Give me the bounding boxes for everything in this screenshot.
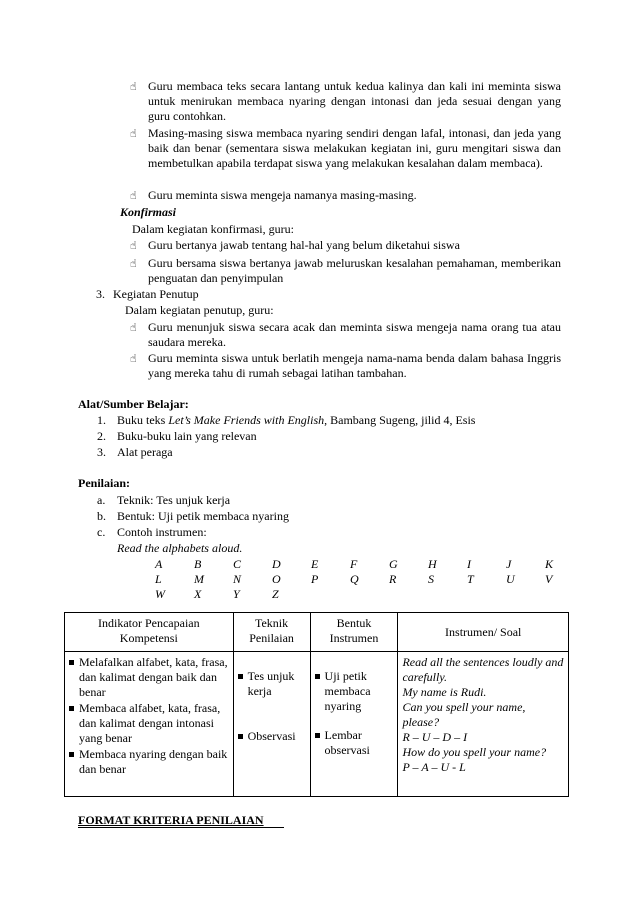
pointing-hand-icon: ☝: [130, 321, 137, 334]
table-header: Indikator Pencapaian Kompetensi: [65, 613, 234, 652]
penutup-item: Guru meminta siswa untuk berlatih mengeja nama-nama benda dalam bahasa Inggris yang mereka tahu di rumah sebagai latihan tambahan.: [148, 351, 561, 380]
bentuk-item: Lembar observasi: [324, 728, 370, 757]
list-number: 2.: [97, 429, 106, 443]
penutup-number: 3.: [96, 287, 105, 301]
konfirmasi-item: Guru bertanya jawab tentang hal-hal yang belum diketahui siswa: [148, 238, 460, 252]
soal-line: P – A – U - L: [402, 760, 466, 774]
alphabet-letter: X: [194, 587, 202, 601]
indikator-item: Melafalkan alfabet, kata, frasa, dan kalimat dengan baik dan benar: [79, 655, 228, 699]
step-item: Guru meminta siswa mengeja namanya masing-masing.: [148, 188, 417, 202]
instruction-text: Read the alphabets aloud.: [117, 541, 243, 555]
list-number: 1.: [97, 413, 106, 427]
indikator-cell: [65, 652, 234, 797]
soal-line: How do you spell your name?: [402, 745, 547, 759]
alphabet-letter: F: [350, 557, 358, 571]
alphabet-letter: N: [233, 572, 242, 586]
alphabet-letter: G: [389, 557, 398, 571]
alphabet-letter: A: [155, 557, 163, 571]
soal-line: My name is Rudi.: [402, 685, 487, 699]
alphabet-letter: D: [272, 557, 281, 571]
penutup-item: Guru menunjuk siswa secara acak dan meminta siswa mengeja nama orang tua atau saudara mereka.: [148, 320, 561, 349]
list-number: 3.: [97, 445, 106, 459]
teknik-cell: [233, 652, 310, 797]
penilaian-item: Bentuk: Uji petik membaca nyaring: [117, 509, 289, 523]
alat-item: Alat peraga: [117, 445, 173, 459]
alphabet-letter: Q: [350, 572, 359, 586]
list-letter: a.: [97, 493, 106, 507]
konfirmasi-item: Guru bersama siswa bertanya jawab meluruskan kesalahan pemahaman, memberikan penguatan dan penyimpulan: [148, 256, 561, 285]
penilaian-heading: Penilaian:: [78, 476, 131, 490]
alphabet-letter: V: [545, 572, 553, 586]
penutup-title: Kegiatan Penutup: [113, 287, 199, 301]
table-row: [65, 652, 569, 797]
alphabet-letter: P: [311, 572, 319, 586]
penutup-intro: Dalam kegiatan penutup, guru:: [125, 303, 274, 317]
alphabet-letter: R: [389, 572, 397, 586]
table-header: Teknik Penilaian: [233, 613, 310, 652]
step-item: Guru membaca teks secara lantang untuk kedua kalinya dan kali ini meminta siswa untuk menirukan membaca nyaring dengan intonasi dan jeda sesuai dengan yang guru contohkan.: [148, 79, 561, 123]
pointing-hand-icon: ☝: [130, 80, 137, 93]
assessment-table: [64, 612, 569, 797]
book-title: Let’s Make Friends with English: [168, 413, 325, 427]
teknik-item: Tes unjuk kerja: [247, 669, 295, 698]
penilaian-item: Teknik: Tes unjuk kerja: [117, 493, 231, 507]
list-letter: b.: [97, 509, 106, 523]
alphabet-letter: C: [233, 557, 242, 571]
alphabet-letter: Y: [233, 587, 240, 601]
alat-item: Buku teks Let’s Make Friends with English, Bambang Sugeng, jilid 4, Esis: [117, 413, 476, 427]
konfirmasi-title: Konfirmasi: [120, 205, 177, 219]
bentuk-item: Uji petik membaca nyaring: [324, 669, 371, 713]
table-header: Instrumen/ Soal: [398, 613, 569, 652]
soal-line: Can you spell your name, please?: [402, 700, 526, 729]
alphabet-letter: T: [467, 572, 474, 586]
bentuk-cell: [310, 652, 398, 797]
soal-line: Read all the sentences loudly and carefully.: [402, 655, 564, 684]
alphabet-letter: M: [194, 572, 204, 586]
alphabet-letter: L: [155, 572, 162, 586]
pointing-hand-icon: ☝: [130, 127, 137, 140]
indikator-item: Membaca nyaring dengan baik dan benar: [79, 747, 228, 776]
soal-line: R – U – D – I: [402, 730, 468, 744]
step-item: Masing-masing siswa membaca nyaring sendiri dengan lafal, intonasi, dan jeda yang baik dan benar (sementara siswa melakukan kegiatan ini, guru mengitari siswa dan membetulkan apabila terdapat siswa yang melakukan kesalahan dalam membaca).: [148, 126, 561, 170]
alphabet-letter: W: [155, 587, 165, 601]
pointing-hand-icon: ☝: [130, 257, 137, 270]
alphabet-letter: U: [506, 572, 515, 586]
table-header: Bentuk Instrumen: [310, 613, 398, 652]
list-letter: c.: [97, 525, 106, 539]
alphabet-letter: H: [428, 557, 437, 571]
alphabet-letter: Z: [272, 587, 279, 601]
alphabet-letter: E: [311, 557, 319, 571]
alphabet-letter: J: [506, 557, 512, 571]
teknik-item: Observasi: [247, 729, 296, 743]
pointing-hand-icon: ☝: [130, 189, 137, 202]
format-kriteria-heading: FORMAT KRITERIA PENILAIAN: [78, 813, 284, 828]
alphabet-letter: S: [428, 572, 434, 586]
konfirmasi-intro: Dalam kegiatan konfirmasi, guru:: [132, 222, 294, 236]
indikator-item: Membaca alfabet, kata, frasa, dan kalimat dengan intonasi yang benar: [79, 701, 221, 745]
alphabet-letter: B: [194, 557, 202, 571]
alphabet-letter: K: [545, 557, 554, 571]
penilaian-item: Contoh instrumen:: [117, 525, 207, 539]
alat-heading: Alat/Sumber Belajar:: [78, 397, 189, 411]
alat-item: Buku-buku lain yang relevan: [117, 429, 257, 443]
soal-cell: [398, 652, 569, 797]
alphabet-letter: O: [272, 572, 281, 586]
pointing-hand-icon: ☝: [130, 352, 137, 365]
table-header-row: [65, 613, 569, 652]
pointing-hand-icon: ☝: [130, 239, 137, 252]
alphabet-letter: I: [467, 557, 471, 571]
